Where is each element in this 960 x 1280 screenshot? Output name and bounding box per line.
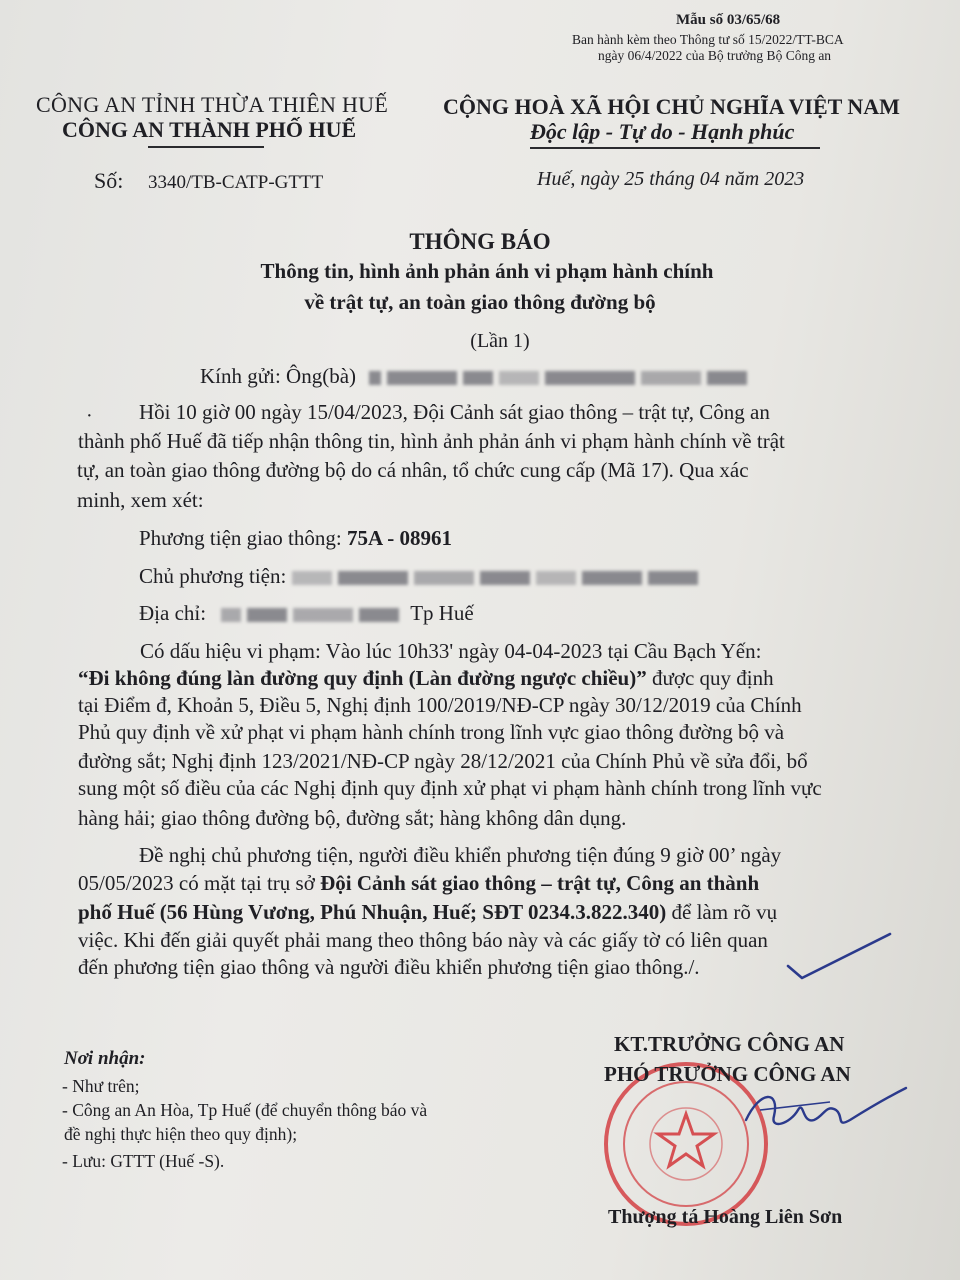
agency-parent: CÔNG AN TỈNH THỪA THIÊN HUẾ — [36, 92, 389, 117]
document-number: 3340/TB-CATP-GTTT — [148, 172, 324, 193]
violation-line2 — [78, 666, 774, 691]
office-address: phố Huế (56 Hùng Vương, Phú Nhuận, Huế; SĐT 0234.3.822.340) — [78, 900, 667, 924]
document-subtitle-line1: Thông tin, hình ảnh phản ánh vi phạm hành chính — [260, 259, 714, 283]
document-subtitle-line2: về trật tự, an toàn giao thông đường bộ — [304, 290, 656, 314]
address-label: Địa chỉ: — [139, 601, 207, 625]
violation-line6: sung một số điều của các Nghị định quy định xử phạt vi phạm hành chính trong lĩnh vực — [78, 776, 822, 800]
motto-underline — [530, 147, 820, 149]
vehicle-line — [139, 526, 452, 551]
agency-name: CÔNG AN THÀNH PHỐ HUẾ — [62, 117, 357, 142]
owner-line — [139, 564, 704, 589]
violation-line2-rest: được quy định — [646, 666, 774, 690]
signer-name: Thượng tá Hoàng Liên Sơn — [608, 1206, 843, 1228]
recipients-item3: - Lưu: GTTT (Huế -S). — [62, 1151, 225, 1171]
violation-line4: Phủ quy định về xử phạt vi phạm hành chính trong lĩnh vực giao thông đường bộ và — [78, 720, 785, 744]
document-number-label: Số: — [94, 168, 124, 193]
redacted-owner-name — [292, 564, 704, 588]
request-line4: việc. Khi đến giải quyết phải mang theo thông báo này và các giấy tờ có liên quan — [78, 928, 768, 952]
body-p1-line3: tự, an toàn giao thông đường bộ do cá nhân, tổ chức cung cấp (Mã 17). Qua xác — [77, 458, 749, 482]
recipients-item1: - Như trên; — [62, 1076, 140, 1096]
recipient-label: Kính gửi: Ông(bà) — [200, 364, 357, 388]
recipient-line — [200, 364, 753, 389]
office-name: Đội Cảnh sát giao thông – trật tự, Công an thành — [320, 871, 760, 895]
recipients-item2-line2: đề nghị thực hiện theo quy định); — [64, 1124, 298, 1144]
vehicle-label: Phương tiện giao thông: — [139, 526, 342, 550]
signature-title-line2: PHÓ TRƯỞNG CÔNG AN — [604, 1062, 851, 1086]
body-p1-line4: minh, xem xét: — [77, 488, 204, 512]
national-motto: Độc lập - Tự do - Hạnh phúc — [530, 119, 795, 144]
request-line3 — [78, 900, 777, 925]
mark-dot: · — [86, 405, 93, 427]
signature-title-line1: KT.TRƯỞNG CÔNG AN — [614, 1032, 845, 1056]
recipients-title: Nơi nhận: — [64, 1048, 146, 1069]
request-line2 — [78, 871, 759, 896]
request-line5: đến phương tiện giao thông và người điều khiển phương tiện giao thông./. — [78, 955, 700, 979]
handwritten-signature — [740, 1080, 910, 1140]
document-title: THÔNG BÁO — [409, 229, 551, 254]
recipients-item2-line1: - Công an An Hòa, Tp Huế (để chuyển thông báo và — [62, 1100, 428, 1120]
place-date: Huế, ngày 25 tháng 04 năm 2023 — [537, 168, 805, 190]
vehicle-plate: 75A - 08961 — [346, 526, 452, 550]
violation-line5: đường sắt; Nghị định 123/2021/NĐ-CP ngày 28/12/2021 của Chính Phủ về sửa đổi, bổ — [78, 749, 808, 773]
redacted-recipient-name — [369, 364, 753, 388]
checkmark-icon — [780, 928, 900, 988]
address-line — [139, 601, 474, 626]
request-line1: Đề nghị chủ phương tiện, người điều khiển phương tiện đúng 9 giờ 00’ ngày — [139, 843, 782, 867]
form-note-line2: ngày 06/4/2022 của Bộ trưởng Bộ Công an — [598, 48, 832, 63]
request-line3-rest: để làm rõ vụ — [666, 900, 778, 924]
agency-underline — [148, 146, 264, 148]
body-p1-line1: Hồi 10 giờ 00 ngày 15/04/2023, Đội Cảnh sát giao thông – trật tự, Công an — [139, 400, 770, 424]
form-code: Mẫu số 03/65/68 — [676, 12, 781, 28]
country-name: CỘNG HOÀ XÃ HỘI CHỦ NGHĨA VIỆT NAM — [443, 94, 900, 119]
violation-line3: tại Điểm đ, Khoản 5, Điều 5, Nghị định 100/2019/NĐ-CP ngày 30/12/2019 của Chính — [78, 693, 802, 717]
notice-round: (Lần 1) — [470, 330, 530, 352]
body-p1-line2: thành phố Huế đã tiếp nhận thông tin, hình ảnh phản ánh vi phạm hành chính về trật — [78, 429, 785, 453]
violation-line1: Có dấu hiệu vi phạm: Vào lúc 10h33' ngày 04-04-2023 tại Cầu Bạch Yến: — [140, 639, 762, 663]
form-note-line1: Ban hành kèm theo Thông tư số 15/2022/TT-BCA — [572, 32, 844, 47]
address-city: Tp Huế — [410, 601, 474, 625]
owner-label: Chủ phương tiện: — [139, 564, 287, 588]
violation-line7: hàng hải; giao thông đường bộ, đường sắt; hàng không dân dụng. — [78, 806, 627, 830]
request-line2-plain: 05/05/2023 có mặt tại trụ sở — [78, 871, 321, 895]
redacted-address — [221, 601, 410, 625]
violation-description: “Đi không đúng làn đường quy định (Làn đường ngược chiều)” — [78, 666, 647, 690]
